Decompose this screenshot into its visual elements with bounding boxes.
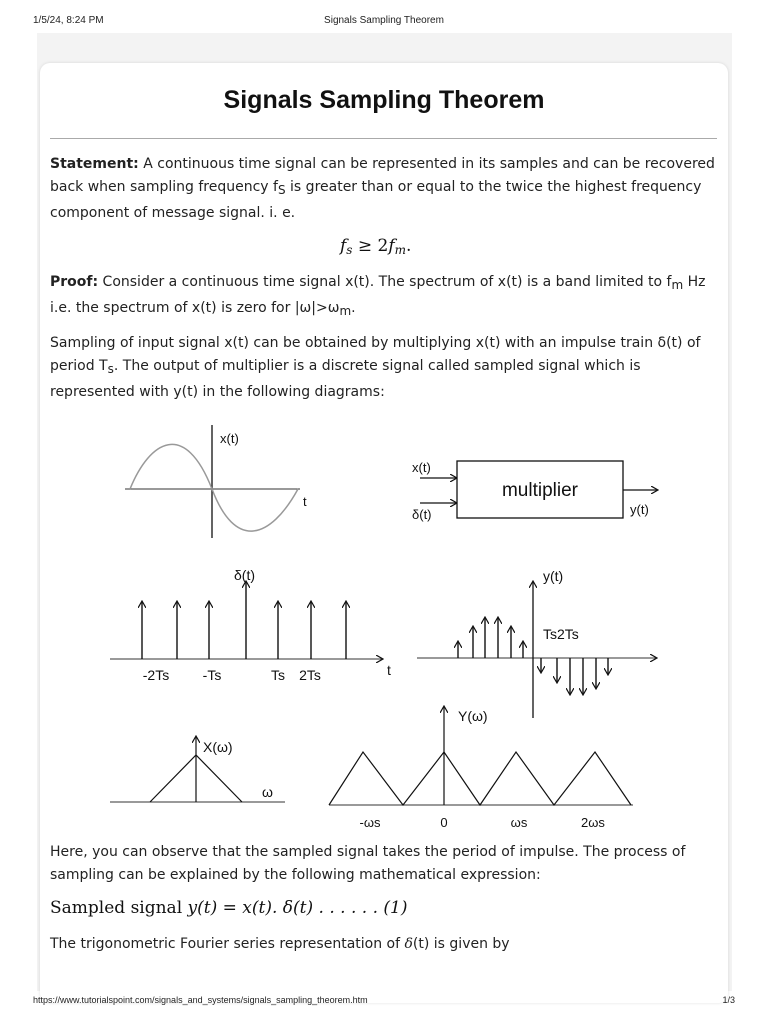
Yw-tick-ws: ωs — [510, 815, 528, 830]
Xw-ylabel: X(ω) — [203, 739, 233, 755]
multiplier-box-label: multiplier — [501, 480, 579, 501]
statement-paragraph: Statement: A continuous time signal can be represented in its samples and can be recovered back when sampling frequency fS is greater than or equal to the twice the highest frequency component of message signal. i. e. — [50, 156, 715, 221]
print-page-number: 1/3 — [722, 995, 735, 1005]
proof-label: Proof: — [50, 274, 99, 290]
impulse-tick-negts: -Ts — [202, 667, 222, 683]
print-url: https://www.tutorialspoint.com/signals_and_systems/signals_sampling_theorem.htm — [33, 995, 368, 1005]
impulse-tick-2ts: 2Ts — [299, 667, 321, 683]
sampling-paragraph: Sampling of input signal x(t) can be obtained by multiplying x(t) with an impulse train δ(t) of period Ts. The output of multiplier is a discrete signal called sampled signal which is represented with y(t) in the following diagrams: — [50, 335, 701, 400]
impulse-tick-ts: Ts — [271, 667, 285, 683]
formula-sampled-label: Sampled signal — [50, 898, 183, 918]
formula-fs-ge-2fm: $f_s \ge 2f_m$. — [340, 236, 412, 257]
Xw-xlabel: ω — [262, 784, 273, 800]
title-divider — [50, 138, 717, 139]
page-title: Signals Sampling Theorem — [223, 86, 545, 114]
multiplier-output: y(t) — [630, 502, 649, 517]
multiplier-diagram — [405, 452, 670, 532]
impulse-ylabel: δ(t) — [234, 567, 256, 583]
sampled-signal-diagram — [412, 560, 662, 720]
sampled-spectrum-diagram — [325, 700, 640, 835]
impulse-marks — [142, 582, 346, 659]
proof-paragraph: Proof: Consider a continuous time signal x(t). The spectrum of x(t) is a band limited to fm Hz i.e. the spectrum of x(t) is zero for |ω|>ωm. — [50, 274, 706, 318]
xt-xlabel: t — [303, 494, 307, 509]
formula-sampled-signal — [50, 898, 407, 918]
xt-ylabel: x(t) — [220, 431, 239, 446]
fourier-paragraph: The trigonometric Fourier series representation of δ(t) is given by — [50, 936, 510, 952]
multiplier-input-delta: δ(t) — [412, 507, 432, 522]
impulse-xlabel: t — [387, 662, 391, 678]
multiplier-input-x: x(t) — [412, 460, 431, 475]
yt-ylabel: y(t) — [543, 568, 564, 584]
print-footer — [0, 995, 768, 1011]
xt-sine-curve — [130, 444, 298, 531]
Yw-tick-zero: 0 — [440, 815, 448, 830]
Yw-tick-neg-ws: -ωs — [359, 815, 381, 830]
formula-sampled-expr: y(t) = x(t). δ(t) . . . . . . (1) — [187, 898, 408, 918]
message-spectrum-diagram — [110, 735, 290, 810]
Yw-triangles — [329, 752, 631, 805]
yt-tick-label: Ts2Ts — [543, 626, 579, 642]
Yw-tick-2ws: 2ωs — [581, 815, 605, 830]
statement-label: Statement: — [50, 156, 139, 172]
observe-paragraph: Here, you can observe that the sampled signal takes the period of impulse. The process of sampling can be explained by the following mathematical expression: — [50, 844, 686, 883]
print-datetime: 1/5/24, 8:24 PM — [33, 15, 104, 26]
impulse-tick-neg2ts: -2Ts — [142, 667, 170, 683]
print-header — [0, 15, 768, 31]
impulse-train-diagram — [110, 560, 405, 685]
xt-signal-diagram — [110, 420, 330, 545]
Yw-ylabel: Y(ω) — [458, 708, 488, 724]
print-title: Signals Sampling Theorem — [324, 15, 444, 26]
